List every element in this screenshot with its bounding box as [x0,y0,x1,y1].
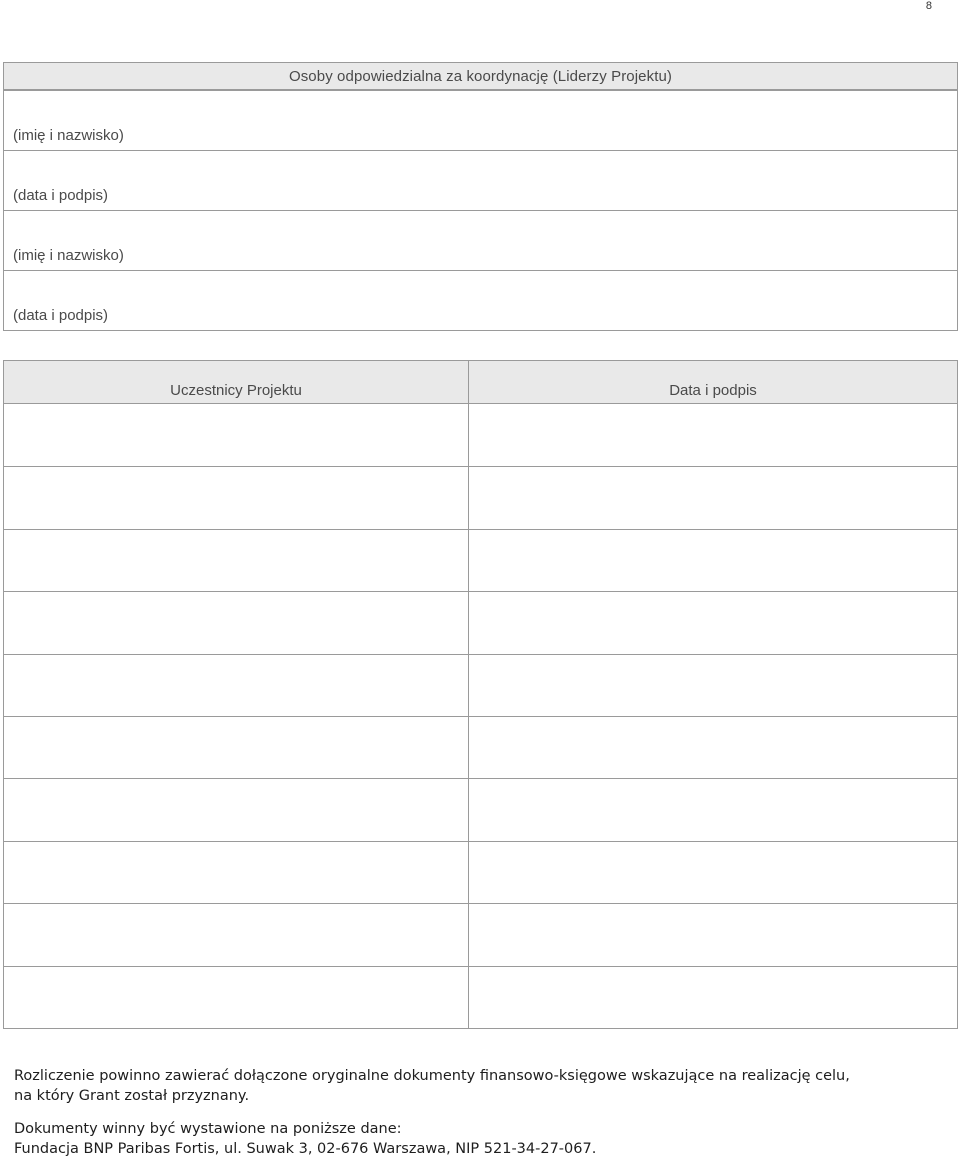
participant-row [4,778,957,840]
participant-name-cell[interactable] [4,904,469,965]
participant-row [4,466,957,528]
participant-row [4,716,957,778]
participant-name-cell[interactable] [4,530,469,591]
notes-line: na który Grant został przyznany. [14,1088,250,1104]
participant-signature-cell[interactable] [469,842,957,903]
participant-signature-cell[interactable] [469,904,957,965]
participant-row [4,966,957,1028]
coordinator-signature-field-1[interactable] [4,150,957,210]
coordinator-name-label-2: (imię i nazwisko) [13,247,124,264]
participant-row [4,404,957,466]
participants-table-header [4,361,957,404]
participant-signature-cell[interactable] [469,717,957,778]
participant-name-cell[interactable] [4,967,469,1028]
participant-row [4,841,957,903]
participant-signature-cell[interactable] [469,779,957,840]
coordinator-name-field-2[interactable] [4,210,957,270]
participant-name-cell[interactable] [4,842,469,903]
participant-signature-cell[interactable] [469,404,957,466]
coordinator-signature-label-1: (data i podpis) [13,187,109,204]
participant-signature-cell[interactable] [469,592,957,653]
participant-name-cell[interactable] [4,592,469,653]
notes-line: Dokumenty winny być wystawione na poniższe dane: [14,1121,402,1137]
participant-row [4,591,957,653]
notes-line: Fundacja BNP Paribas Fortis, ul. Suwak 3, 02-676 Warszawa, NIP 521-34-27-067. [14,1141,597,1157]
participant-signature-cell[interactable] [469,655,957,716]
participant-row [4,903,957,965]
signature-column-header: Data i podpis [669,382,757,399]
participant-name-cell[interactable] [4,467,469,528]
coordinators-table [3,62,958,331]
notes-line: Rozliczenie powinno zawierać dołączone oryginalne dokumenty finansowo-księgowe wskazujące na realizację celu, [14,1068,850,1084]
participant-name-cell[interactable] [4,779,469,840]
participant-signature-cell[interactable] [469,467,957,528]
participant-name-cell[interactable] [4,655,469,716]
coordinator-name-label-1: (imię i nazwisko) [13,127,124,144]
participant-signature-cell[interactable] [469,530,957,591]
participant-row [4,654,957,716]
participant-name-cell[interactable] [4,404,469,466]
participants-column-header: Uczestnicy Projektu [4,361,469,403]
participant-signature-cell[interactable] [469,967,957,1028]
settlement-notes [14,1066,944,1159]
page-number: 8 [925,0,932,12]
participant-row [4,529,957,591]
participant-name-cell[interactable] [4,717,469,778]
coordinator-signature-field-2[interactable] [4,270,957,330]
coordinator-name-field-1[interactable] [4,90,957,150]
participants-table-body [4,404,957,1028]
participants-table [3,360,958,1029]
coordinator-signature-label-2: (data i podpis) [13,307,109,324]
coordinators-table-header: Osoby odpowiedzialna za koordynację (Liderzy Projektu) [4,63,957,90]
